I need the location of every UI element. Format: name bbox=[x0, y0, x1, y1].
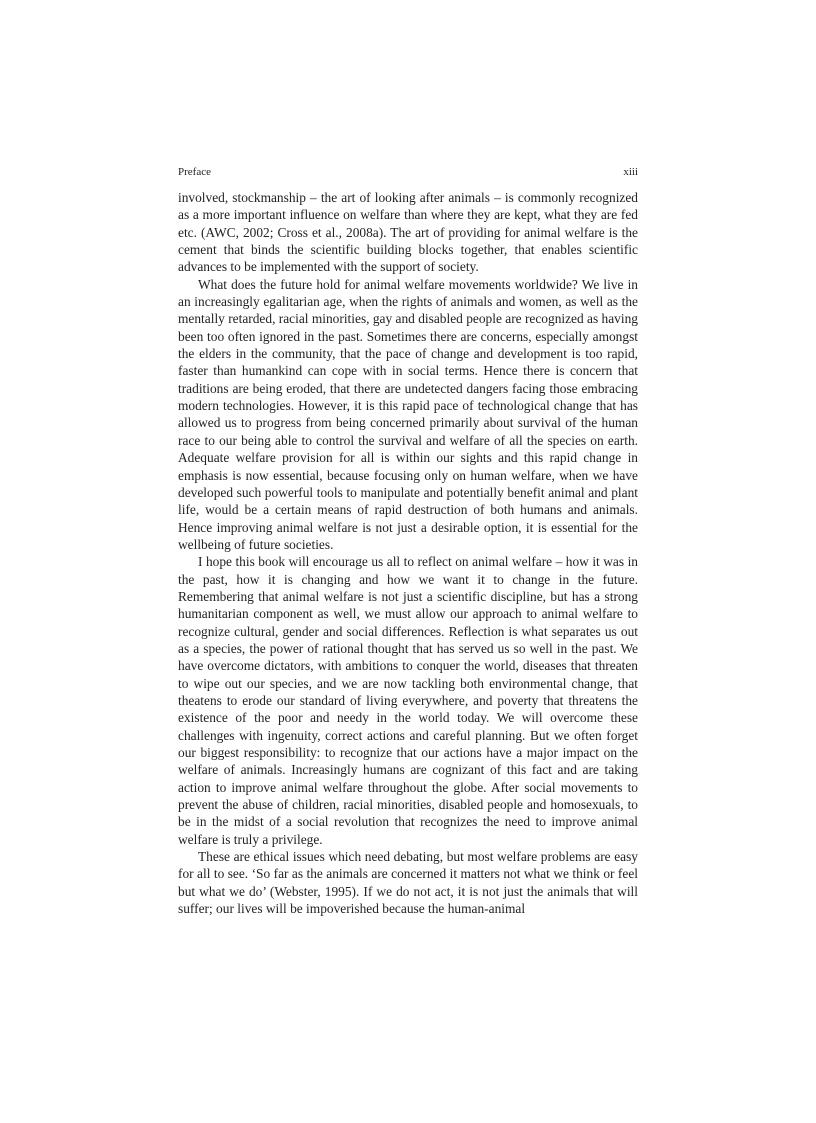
running-head-section-title: Preface bbox=[178, 166, 211, 178]
running-head bbox=[178, 164, 638, 180]
body-text bbox=[178, 189, 638, 917]
paragraph-future-of-welfare: What does the future hold for animal welfare movements worldwide? We live in an increasingly egalitarian age, when the rights of animals and women, as well as the mentally retarded, racial minorities, gay and disabled people are recognized as having been too often ignored in the past. Sometimes there are concerns, especially amongst the elders in the community, that the pace of change and development is too rapid, faster than humankind can cope with in social terms. Hence there is concern that traditions are being eroded, that there are undetected dangers facing those embracing modern technologies. However, it is this rapid pace of technological change that has allowed us to progress from being concerned primarily about survival of the human race to our being able to control the survival and welfare of all the species on earth. Adequate welfare provision for all is within our sights and this rapid change in emphasis is now essential, because focusing only on human welfare, when we have developed such powerful tools to manipulate and potentially benefit animal and plant life, would be a certain means of rapid destruction of both humans and animals. Hence improving animal welfare is not just a desirable option, it is essential for the wellbeing of future societies. bbox=[178, 276, 638, 552]
paragraph-continued: involved, stockmanship – the art of looking after animals – is commonly recognized as a more important influence on welfare than where they are kept, what they are fed etc. (AWC, 2002; Cross et al., 2008a). The art of providing for animal welfare is the cement that binds the scientific building blocks together, that enables scientific advances to be implemented with the support of society. bbox=[178, 190, 638, 275]
paragraph-ethical-issues: These are ethical issues which need debating, but most welfare problems are easy for all to see. ‘So far as the animals are concerned it matters not what we think or feel but what we do’ (Webster, 1995). If we do not act, it is not just the animals that will suffer; our lives will be impoverished because the human-animal bbox=[178, 849, 638, 917]
page-number: xiii bbox=[623, 166, 638, 178]
paragraph-reflection: I hope this book will encourage us all to reflect on animal welfare – how it was in the past, how it is changing and how we want it to change in the future. Remembering that animal welfare is not just a scientific discipline, but has a strong humanitarian component as well, we must allow our approach to animal welfare to recognize cultural, gender and social differences. Reflection is what separates us out as a species, the power of rational thought that has served us so well in the past. We have overcome dictators, with ambitions to conquer the world, diseases that threaten to wipe out our species, and we are now tackling both environmental change, that theatens to erode our standard of living everywhere, and poverty that threatens the existence of the poor and needy in the world today. We will overcome these challenges with ingenuity, correct actions and careful planning. But we often forget our biggest responsibility: to recognize that our actions have a major impact on the welfare of animals. Increasingly humans are cognizant of this fact and are taking action to improve animal welfare throughout the globe. After social movements to prevent the abuse of children, racial minorities, disabled people and homosexuals, to be in the midst of a social revolution that recognizes the need to improve animal welfare is truly a privilege. bbox=[178, 554, 638, 847]
